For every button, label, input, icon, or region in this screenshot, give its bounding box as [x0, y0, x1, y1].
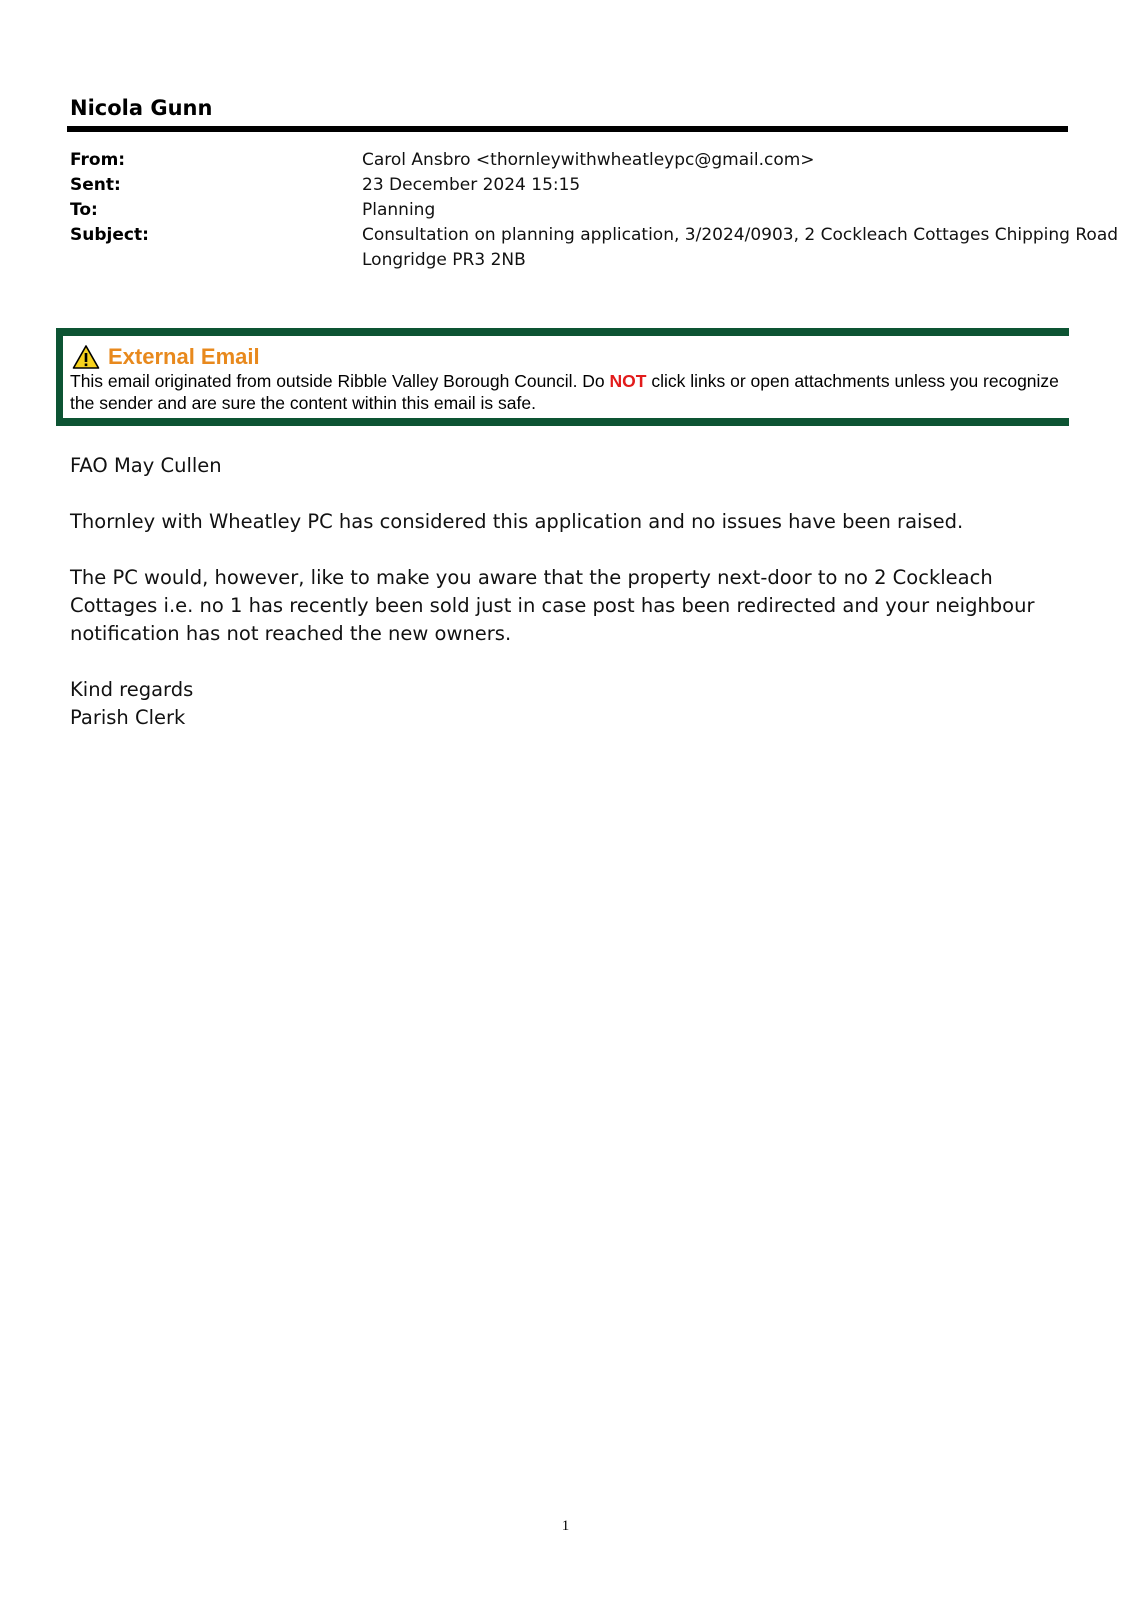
- paragraph-2: The PC would, however, like to make you aware that the property next-door to no 2 Cockleach Cottages i.e. no 1 has recently been sold just in case post has been redirected and your neighbour notification has not reached the new owners.: [70, 566, 1035, 645]
- external-email-banner: [56, 328, 1069, 426]
- banner-text-before: This email originated from outside Ribble Valley Borough Council. Do: [70, 371, 610, 391]
- header-divider: [67, 126, 1068, 132]
- warning-triangle-icon: [72, 344, 100, 370]
- subject-value: Consultation on planning application, 3/2024/0903, 2 Cockleach Cottages Chipping Road Longridge PR3 2NB: [362, 225, 1119, 270]
- to-label: To:: [70, 200, 98, 220]
- banner-title: External Email: [108, 344, 260, 369]
- salutation: FAO May Cullen: [70, 454, 222, 477]
- subject-label: Subject:: [70, 225, 149, 245]
- to-value: Planning: [362, 200, 436, 220]
- banner-text-after: click links or open attachments unless you recognize the sender and are sure the content within this email is safe.: [70, 371, 1059, 413]
- sent-value: 23 December 2024 15:15: [362, 175, 581, 195]
- closing: Kind regards: [70, 678, 194, 701]
- sent-label: Sent:: [70, 175, 121, 195]
- from-label: From:: [70, 150, 126, 170]
- from-value: Carol Ansbro <thornleywithwheatleypc@gmail.com>: [362, 150, 815, 170]
- signature: Parish Clerk: [70, 706, 186, 729]
- paragraph-1: Thornley with Wheatley PC has considered this application and no issues have been raised.: [70, 510, 964, 533]
- banner-emphasis: NOT: [609, 371, 647, 391]
- header-owner-name: Nicola Gunn: [70, 96, 213, 120]
- banner-title-row: [72, 342, 260, 372]
- banner-message: [70, 370, 1070, 414]
- page-number: 1: [561, 1518, 570, 1534]
